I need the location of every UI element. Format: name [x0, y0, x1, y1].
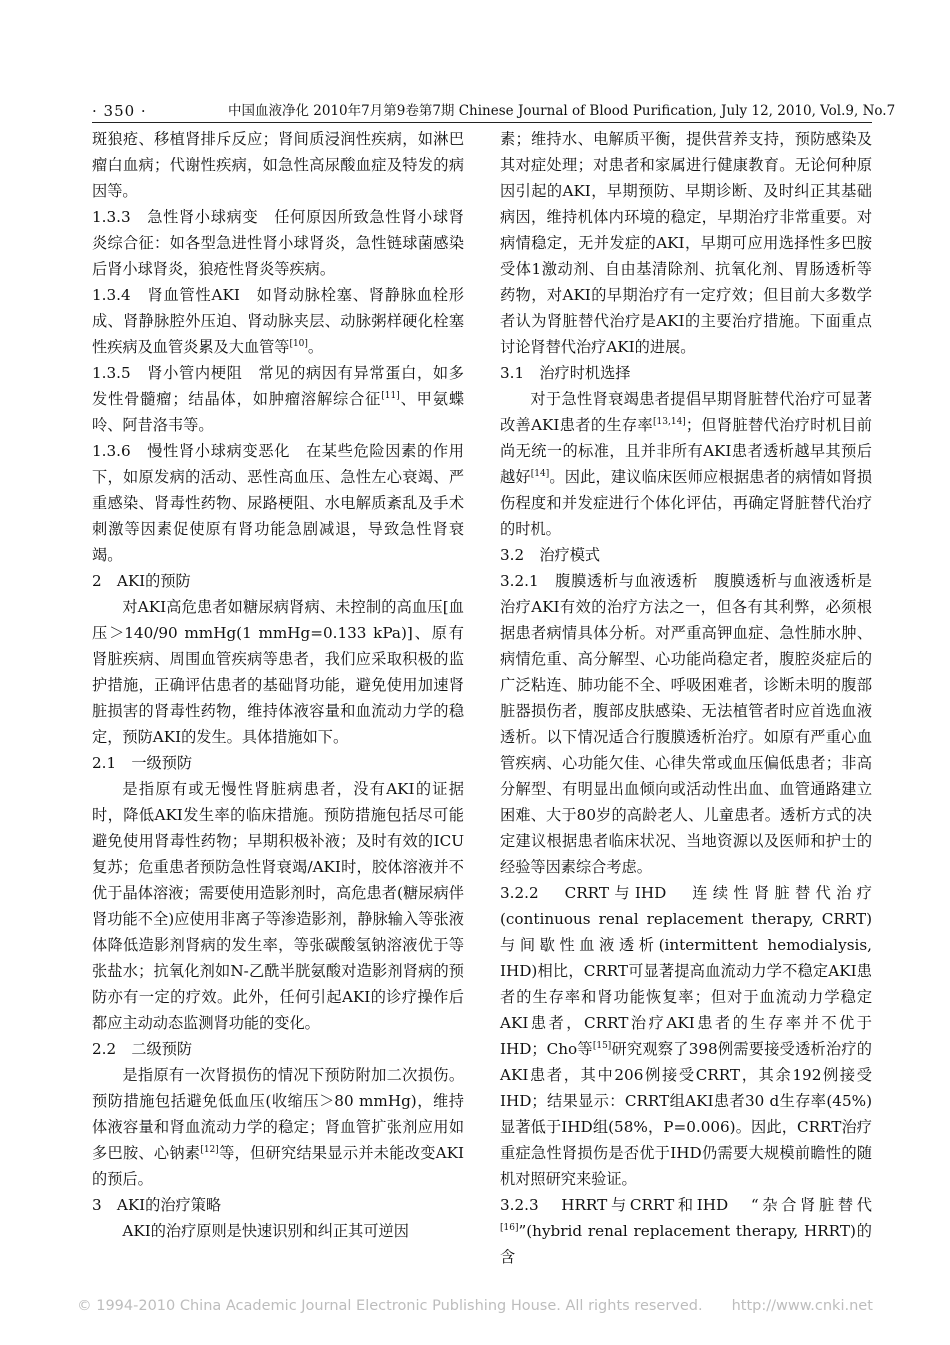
copyright-footer: © 1994-2010 China Academic Journal Electronic Publishing House. All rights reserved. http://www.cnki.net [77, 1298, 873, 1314]
paragraph: AKI的治疗原则是快速识别和纠正其可逆因 [122, 1222, 409, 1240]
section-heading: 3.1 治疗时机选择 [500, 364, 631, 382]
paragraph: 1.3.4 肾血管性AKI 如肾动脉栓塞、肾静脉血栓形成、肾静脉腔外压迫、肾动脉夹层、动脉粥样硬化栓塞性疾病及血管炎累及大血管等[10]。 [92, 286, 464, 356]
paragraph: 1.3.3 急性肾小球病变 任何原因所致急性肾小球肾炎综合征：如各型急进性肾小球肾炎，急性链球菌感染后肾小球肾炎，狼疮性肾炎等疾病。 [92, 208, 464, 278]
section-heading: 3.2 治疗模式 [500, 546, 601, 564]
citation: [16] [500, 1222, 519, 1233]
section-heading: 2.2 二级预防 [92, 1040, 193, 1058]
paragraph: 斑狼疮、移植肾排斥反应；肾间质浸润性疾病，如淋巴瘤白血病；代谢性疾病，如急性高尿酸血症及特发的病因等。 [92, 130, 464, 200]
right-column [500, 126, 872, 1270]
paragraph: 3.2.1 腹膜透析与血液透析 腹膜透析与血液透析是治疗AKI有效的治疗方法之一，但各有其利弊，必须根据患者病情具体分析。对严重高钾血症、急性肺水肿、病情危重、高分解型、心功能尚稳定者，腹腔炎症后的广泛粘连、肺功能不全、呼吸困难者，诊断未明的腹部脏器损伤者，腹部皮肤感染、无法植管者时应首选血液透析。以下情况适合行腹膜透析治疗。如原有严重心血管疾病、心功能欠佳、心律失常或血压偏低患者；非高分解型、有明显出血倾向或活动性出血、血管通路建立困难、大于80岁的高龄老人、儿童患者。透析方式的决定建议根据患者临床状况、当地资源以及医师和护士的经验等因素综合考虑。 [500, 572, 872, 876]
paragraph: 是指原有或无慢性肾脏病患者，没有AKI的证据时，降低AKI发生率的临床措施。预防措施包括尽可能避免使用肾毒性药物；早期积极补液；及时有效的ICU复苏；危重患者预防急性肾衰竭/AKI时，胶体溶液并不优于晶体溶液；需要使用造影剂时，高危患者(糖尿病伴肾功能不全)应使用非离子等渗造影剂，静脉输入等张液体降低造影剂肾病的发生率，等张碳酸氢钠溶液优于等张盐水；抗氧化剂如N-乙酰半胱氨酸对造影剂肾病的预防亦有一定的疗效。此外，任何引起AKI的诊疗操作后都应主动动态监测肾功能的变化。 [92, 780, 464, 1032]
paragraph: 对于急性肾衰竭患者提倡早期肾脏替代治疗可显著改善AKI患者的生存率[13,14]；但肾脏替代治疗时机目前尚无统一的标准，且并非所有AKI患者透析越早其预后越好[14]。因此，建议临床医师应根据患者的病情如肾损伤程度和并发症进行个体化评估，再确定肾脏替代治疗的时机。 [500, 390, 873, 538]
paragraph: 对AKI高危患者如糖尿病肾病、未控制的高血压[血压＞140/90 mmHg(1 mmHg=0.133 kPa)]、原有肾脏疾病、周围血管疾病等患者，我们应采取积极的监护措施，正确评估患者的基础肾功能，避免使用加速肾脏损害的肾毒性药物，维持体液容量和血流动力学的稳定，预防AKI的发生。具体措施如下。 [92, 598, 464, 746]
citation: [15] [592, 1040, 612, 1051]
paragraph: 3.2.3 HRRT与CRRT和IHD “杂合肾脏替代[16]”(hybrid renal replacement therapy, HRRT)的含 [500, 1196, 872, 1266]
section-heading: 3 AKI的治疗策略 [92, 1196, 222, 1214]
left-column [92, 126, 464, 1244]
paragraph: 1.3.6 慢性肾小球病变恶化 在某些危险因素的作用下，如原发病的活动、恶性高血压、急性左心衰竭、严重感染、肾毒性药物、尿路梗阻、水电解质紊乱及手术刺激等因素促使原有肾功能急剧减退，导致急性肾衰竭。 [92, 442, 464, 564]
paragraph: 素；维持水、电解质平衡，提供营养支持，预防感染及其对症处理；对患者和家属进行健康教育。无论何种原因引起的AKI，早期预防、早期诊断、及时纠正其基础病因，维持机体内环境的稳定，早期治疗非常重要。对病情稳定，无并发症的AKI，早期可应用选择性多巴胺受体1激动剂、自由基清除剂、抗氧化剂、胃肠透析等药物，对AKI的早期治疗有一定疗效；但目前大多数学者认为肾脏替代治疗是AKI的主要治疗措施。下面重点讨论肾替代治疗AKI的进展。 [500, 130, 872, 356]
running-header [92, 100, 896, 123]
section-heading: 2 AKI的预防 [92, 572, 191, 590]
citation: [14] [530, 468, 550, 479]
citation: [11] [381, 390, 400, 401]
journal-info: 中国血液净化 2010年7月第9卷第7期 Chinese Journal of Blood Purification, July 12, 2010, Vol.9, No.7 [228, 103, 896, 119]
citation: [10] [289, 338, 308, 349]
citation: [12] [200, 1144, 219, 1155]
page-number: · 350 · [92, 102, 147, 120]
paragraph: 3.2.2 CRRT与IHD 连续性肾脏替代治疗(continuous renal replacement therapy, CRRT)与间歇性血液透析(intermittent hemodialysis, IHD)相比，CRRT可显著提高血流动力学不稳定AKI患者的生存率和肾功能恢复率；但对于血流动力学稳定AKI患者，CRRT治疗AKI患者的生存率并不优于IHD；Cho等[15]研究观察了398例需要接受透析治疗的AKI患者，其中206例接受CRRT，其余192例接受IHD；结果显示：CRRT组AKI患者30 d生存率(45%)显著低于IHD组(58%，P=0.006)。因此，CRRT治疗重症急性肾损伤是否优于IHD仍需要大规模前瞻性的随机对照研究来验证。 [500, 884, 872, 1188]
section-heading: 2.1 一级预防 [92, 754, 193, 772]
paragraph: 1.3.5 肾小管内梗阻 常见的病因有异常蛋白，如多发性骨髓瘤；结晶体，如肿瘤溶解综合征[11]、甲氨蝶呤、阿昔洛韦等。 [92, 364, 465, 434]
citation: [13,14] [653, 416, 686, 427]
paragraph: 是指原有一次肾损伤的情况下预防附加二次损伤。预防措施包括避免低血压(收缩压＞80 mmHg)，维持体液容量和肾血流动力学的稳定；肾血管扩张剂应用如多巴胺、心钠素[12]等，但研究结果显示并未能改变AKI的预后。 [92, 1066, 464, 1188]
